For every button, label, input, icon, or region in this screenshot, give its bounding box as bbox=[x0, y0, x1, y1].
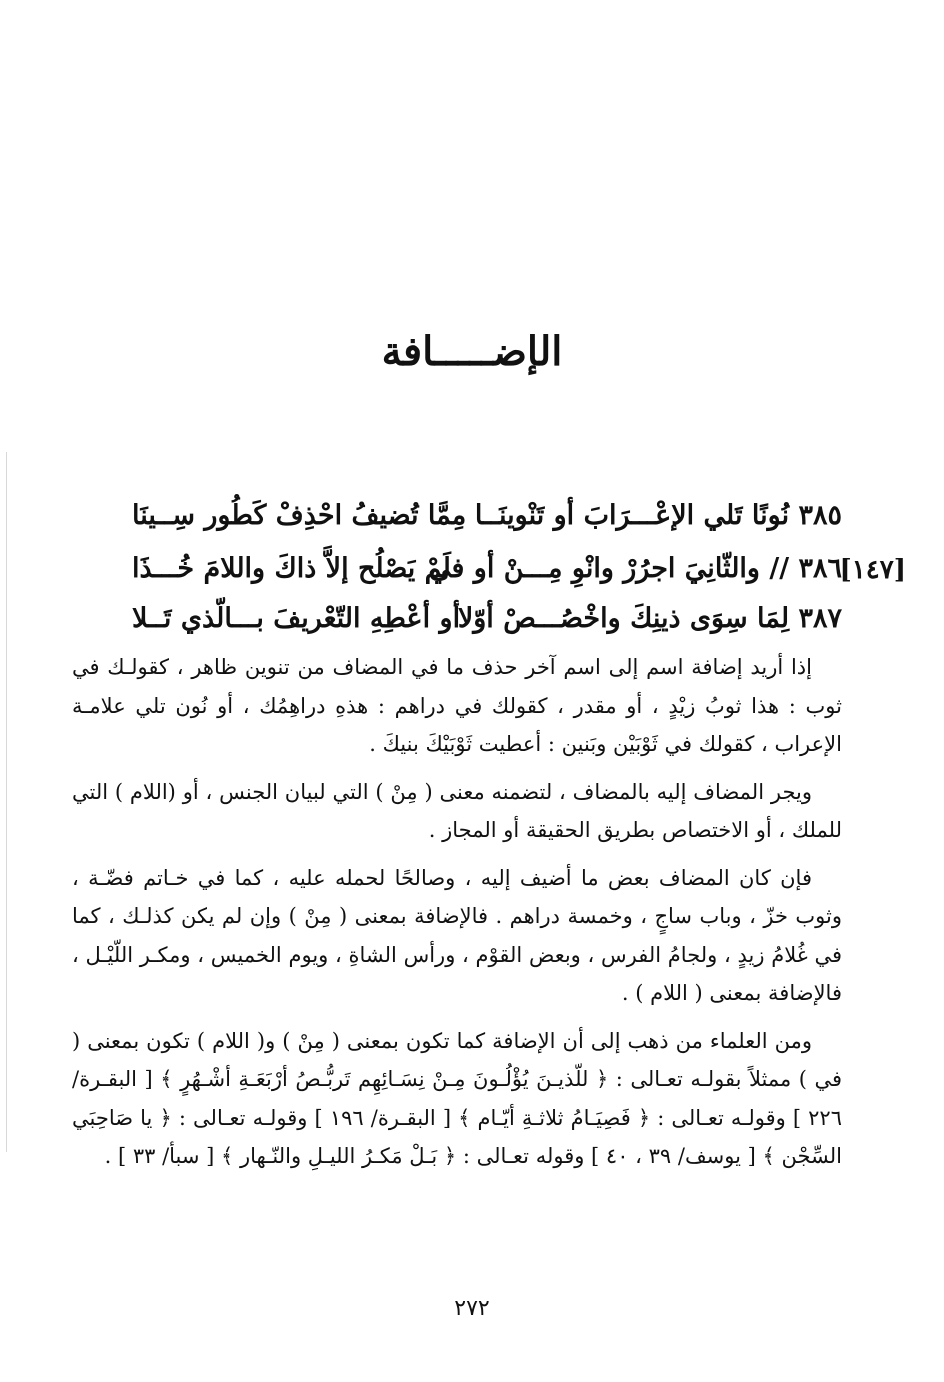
verse-second-hemistich: مِمَّا تُضيفُ احْذِفْ كَطُور سِــينَا bbox=[132, 500, 467, 531]
verse-line bbox=[120, 553, 842, 597]
commentary-paragraph: فإن كان المضاف بعض ما أضيف إليه ، وصالحًا لحمله عليه ، كما في خـاتم فضّـة ، وثوب خزّ ، وباب ساجٍ ، وخمسة دراهم . فالإضافة بمعنى ( مِنْ ) وإن لم يكن كذلـك ، كما في غُلامُ زيدٍ ، ولجامُ الفرس ، وبعض القوْم ، ورأس الشاةِ ، ويوم الخميس ، ومكـر اللّيْـل ، فالإضافة بمعنى ( اللام ) . bbox=[72, 865, 842, 1005]
verse-line bbox=[120, 500, 842, 544]
commentary-paragraph: ومن العلماء من ذهب إلى أن الإضافة كما تكون بمعنى ( مِنْ ) و( اللام ) تكون بمعنى ( في ) ممثلاً بقولـه تعـالى : ﴿ للّذيـنَ يُؤْلُـونَ مِـنْ نِسَـائِهِم تَربُّـصُ أرْبَعَـةِ أشْـهُرٍ ﴾ [ البقـرة/ ٢٢٦ ] وقولـه تعـالى : ﴿ فَصِيَـامُ ثلاثـةِ أيّـام ﴾ [ البقـرة/ ١٩٦ ] وقولـه تعـالى : ﴿ يا صَاحِبَي السِّجْن ﴾ [ يوسف/ ٣٩ ، ٤٠ ] وقوله تعـالى : ﴿ بَـلْ مَكـرُ الليـلِ والنّـهار ﴾ [ سبأ/ ٣٣ ] . bbox=[72, 1028, 842, 1168]
chapter-title: الإضـــــافة bbox=[381, 328, 563, 375]
commentary-paragraph: ويجر المضاف إليه بالمضاف ، لتضمنه معنى ( مِنْ ) التي لبيان الجنس ، أو (اللام ) التي للملك ، أو الاختصاص بطريق الحقيقة أو المجاز . bbox=[72, 779, 842, 842]
commentary-text bbox=[72, 648, 842, 1185]
commentary-paragraph: إذا أريد إضافة اسم إلى اسم آخر حذف ما في المضاف من تنوين ظاهر ، كقولـك في ثوب : هذا ثوبُ زيْدٍ ، أو مقدر ، كقولك في دراهم : هذهِ دراهِمُك ، أو نُون تلي علامـة الإعراب ، كقولك في ثَوْبَيْن وبَنين : أعطيت ثَوْبَيْكَ بنيكَ . bbox=[72, 655, 842, 756]
verse-reference-number: [١٤٧] bbox=[839, 555, 906, 585]
verse-first-hemistich: ٣٨٧ لِمَا سِوَى ذينِكَ واخْصُـــصْ أوّلا bbox=[457, 603, 842, 634]
page-number: ٢٧٢ bbox=[454, 1296, 490, 1321]
verse-second-hemistich: أو أعْطِهِ التّعْريفَ بـــالّذي تَــلا bbox=[132, 603, 461, 634]
verse-first-hemistich: ٣٨٦ // والثّانِيَ اجرُرْ وانْوِ مِـــنْ أو في bbox=[428, 553, 842, 584]
verse-line bbox=[120, 603, 842, 647]
page-edge-line bbox=[6, 452, 7, 1152]
verse-second-hemistich: لَمْ يَصْلُح إلاَّ ذاكَ واللامَ خُـــذَا bbox=[132, 553, 451, 584]
verse-first-hemistich: ٣٨٥ نُونًا تَلي الإعْـــرَابَ أو تَنْوينَــا bbox=[474, 500, 842, 531]
